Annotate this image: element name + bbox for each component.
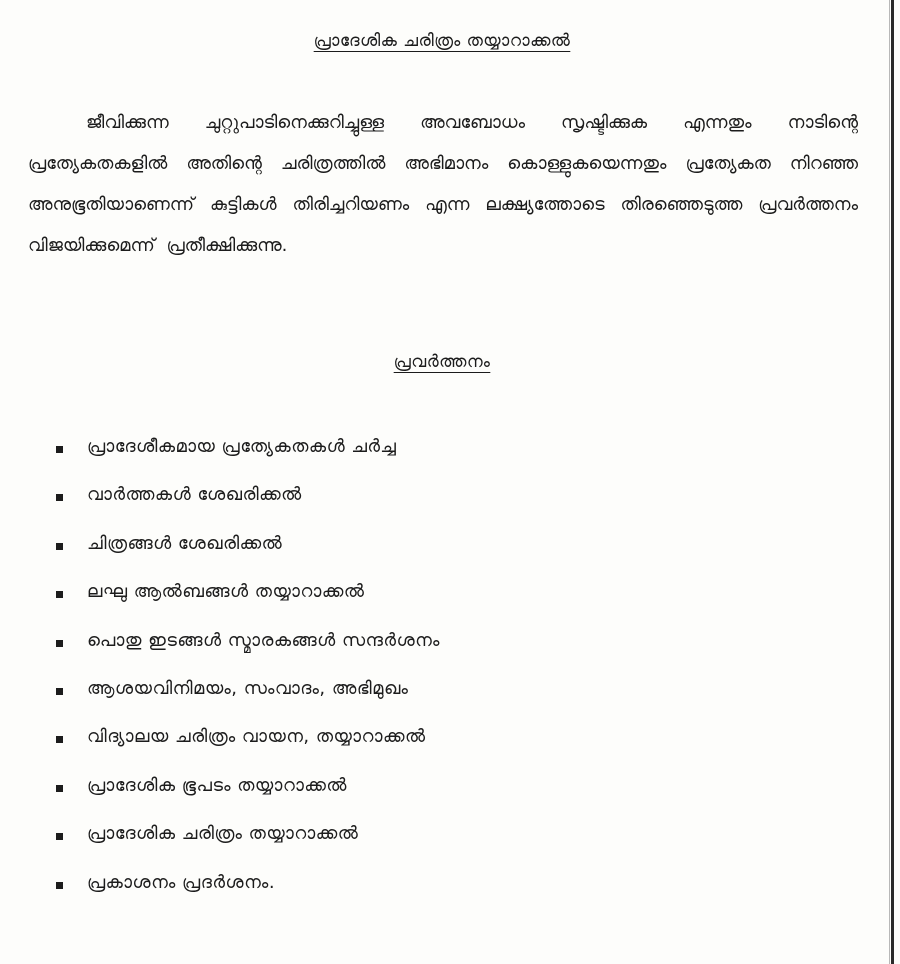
document-title: പ്രാദേശിക ചരിത്രം തയ്യാറാക്കൽ <box>313 31 571 51</box>
activity-item <box>56 678 440 726</box>
activity-text: പ്രാദേശീകമായ പ്രത്യേകതകൾ ചർച്ച <box>87 436 397 457</box>
activity-item <box>56 823 440 871</box>
bullet-square-icon <box>56 446 63 453</box>
page-edge-shadow <box>889 0 890 964</box>
activity-item <box>56 484 440 532</box>
activity-item <box>56 775 440 823</box>
activity-text: ആശയവിനിമയം, സംവാദം, അഭിമുഖം <box>87 677 409 699</box>
activity-text: പ്രാദേശിക ഭൂപടം തയ്യാറാക്കൽ <box>87 774 347 796</box>
activity-text: പൊതു ഇടങ്ങൾ സ്മാരകങ്ങൾ സന്ദർശനം <box>87 629 440 651</box>
intro-paragraph: ജീവിക്കുന്ന ചുറ്റുപാടിനെക്കുറിച്ചുള്ള അവബോധം സൃഷ്ടിക്കുക എന്നതും നാടിന്റെ പ്രത്യേകതകളിൽ അതിന്റെ ചരിത്രത്തിൽ അഭിമാനം കൊള്ളുകയെന്നതും പ്രത്യേകത നിറഞ്ഞ അനുഭൂതിയാണെന്ന് കുട്ടികൾ തിരിച്ചറിയണം എന്ന ലക്ഷ്യത്തോടെ തിരഞ്ഞെടുത്ത പ്രവർത്തനം വിജയിക്കുമെന്ന് പ്രതീക്ഷിക്കുന്നു. <box>28 112 858 256</box>
bullet-square-icon <box>56 833 63 840</box>
bullet-square-icon <box>56 688 63 695</box>
activity-item <box>56 872 440 920</box>
activity-list <box>56 436 440 920</box>
bullet-square-icon <box>56 543 63 550</box>
activity-item <box>56 630 440 678</box>
activity-text: ചിത്രങ്ങൾ ശേഖരിക്കൽ <box>87 532 283 554</box>
bullet-square-icon <box>56 494 63 501</box>
activity-item <box>56 533 440 581</box>
section-title: പ്രവർത്തനം <box>393 352 491 372</box>
activity-text: പ്രാദേശിക ചരിത്രം തയ്യാറാക്കൽ <box>87 823 359 845</box>
activity-text: പ്രകാശനം പ്രദർശനം. <box>87 871 276 893</box>
activity-text: വിദ്യാലയ ചരിത്രം വായന, തയ്യാറാക്കൽ <box>87 726 426 748</box>
activity-text: വാർത്തകൾ ശേഖരിക്കൽ <box>87 484 302 506</box>
bullet-square-icon <box>56 640 63 647</box>
activity-text: ലഘു ആൽബങ്ങൾ തയ്യാറാക്കൽ <box>87 581 365 603</box>
activity-item <box>56 436 440 484</box>
bullet-square-icon <box>56 591 63 598</box>
activity-item <box>56 581 440 629</box>
bullet-square-icon <box>56 736 63 743</box>
page-edge-line <box>891 0 894 964</box>
bullet-square-icon <box>56 785 63 792</box>
bullet-square-icon <box>56 882 63 889</box>
activity-item <box>56 726 440 774</box>
